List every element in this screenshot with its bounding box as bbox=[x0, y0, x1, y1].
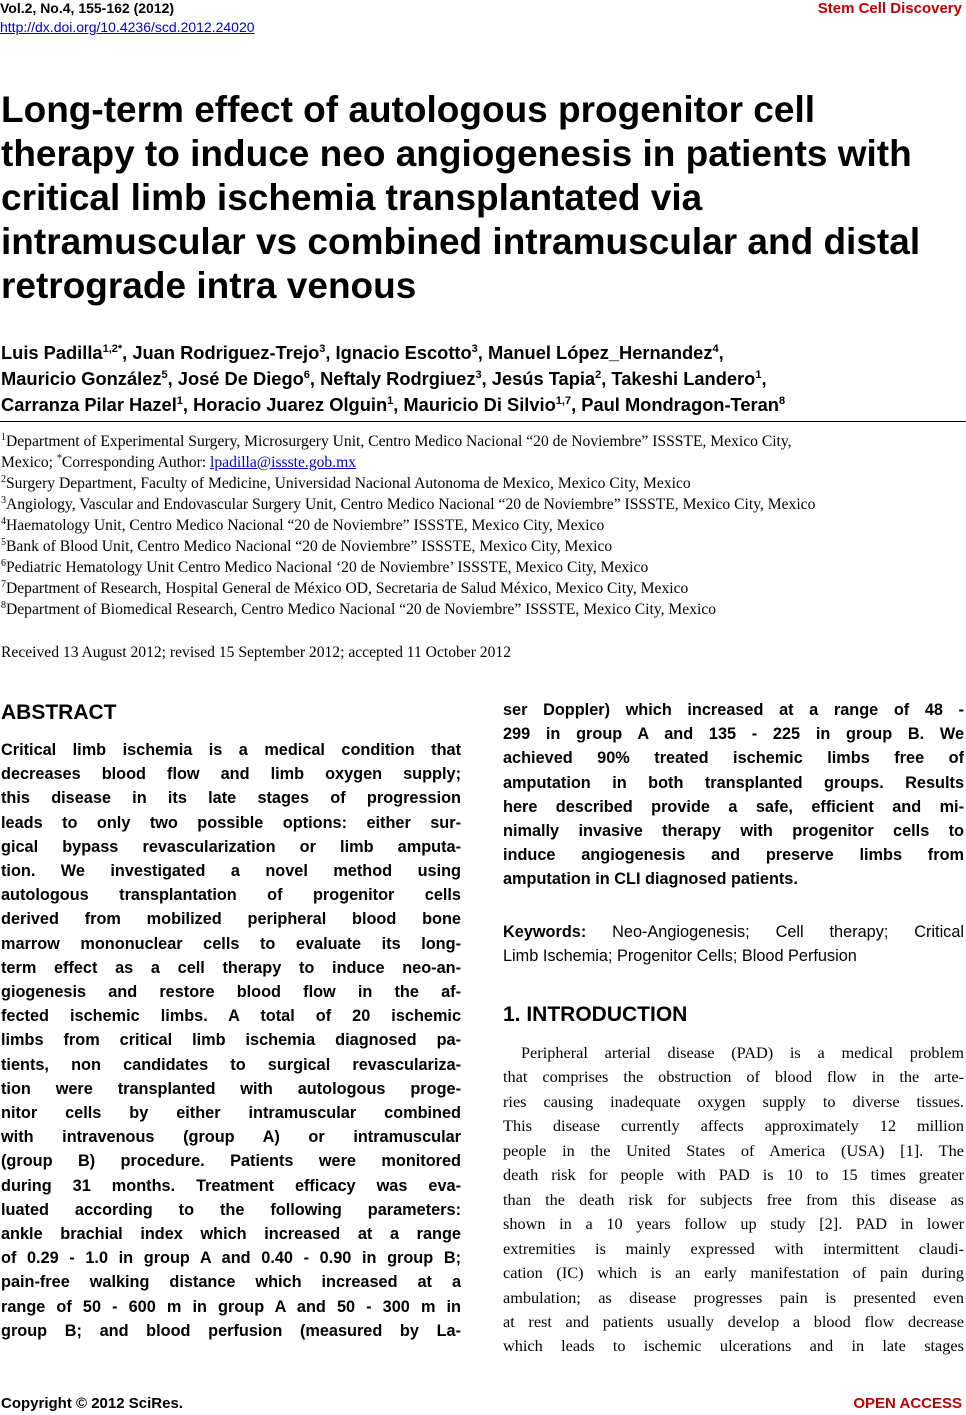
abstract-line: gical bypass revascularization or limb amputa- bbox=[1, 837, 461, 856]
author-name: Jesús Tapia bbox=[491, 368, 596, 389]
abstract-line: nimally invasive therapy with progenitor cells to bbox=[503, 822, 964, 841]
article-title bbox=[1, 88, 961, 308]
body-line: Peripheral arterial disease (PAD) is a medical problem bbox=[521, 1043, 964, 1062]
separator: , bbox=[393, 394, 404, 415]
abstract-line: term effect as a cell therapy to induce neo-an- bbox=[1, 958, 461, 977]
footer-copyright: Copyright © 2012 SciRes. bbox=[1, 1395, 183, 1412]
received-dates: Received 13 August 2012; revised 15 September 2012; accepted 11 October 2012 bbox=[1, 644, 511, 661]
separator: , bbox=[601, 368, 612, 389]
affiliation-number: 1 bbox=[1, 432, 6, 443]
abstract-line: here described provide a safe, efficient and mi- bbox=[503, 797, 964, 816]
abstract-line: tion were transplanted with autologous proge- bbox=[1, 1079, 461, 1098]
title-line: intramuscular vs combined intramuscular and distal bbox=[1, 221, 921, 262]
abstract-text-left-column bbox=[1, 738, 461, 1343]
abstract-line: this disease in its late stages of progression bbox=[1, 789, 461, 808]
abstract-line: with intravenous (group A) or intramuscular bbox=[1, 1128, 461, 1147]
separator: , bbox=[761, 368, 767, 389]
affiliation-number: 5 bbox=[1, 537, 6, 548]
body-line: ambulation; as disease progresses pain is presented even bbox=[503, 1287, 964, 1307]
author-name: Juan Rodriguez-Trejo bbox=[132, 342, 320, 363]
author-affil-mark: 6 bbox=[303, 369, 310, 381]
section-heading-introduction: 1. INTRODUCTION bbox=[503, 1003, 688, 1026]
affiliation-text: Mexico; bbox=[1, 454, 57, 471]
author-line bbox=[1, 392, 963, 418]
author-affil-mark: 5 bbox=[161, 369, 168, 381]
volume-info: Vol.2, No.4, 155-162 (2012) bbox=[0, 0, 175, 16]
author-name: Neftaly Rodrgiuez bbox=[320, 368, 476, 389]
title-line: critical limb ischemia transplantated via bbox=[1, 177, 703, 218]
affiliation-text: Haematology Unit, Centro Medico Nacional “20 de Noviembre” ISSSTE, Mexico City, Mexico bbox=[6, 517, 605, 534]
separator: , bbox=[167, 368, 178, 389]
affiliation bbox=[1, 536, 963, 557]
footer-open-access: OPEN ACCESS bbox=[853, 1395, 962, 1412]
affiliation bbox=[1, 578, 963, 599]
keywords-text: Neo-Angiogenesis; Cell therapy; Critical bbox=[586, 923, 964, 941]
affiliation bbox=[1, 494, 963, 515]
author-name: Ignacio Escotto bbox=[335, 342, 472, 363]
abstract-line: nitor cells by either intramuscular combined bbox=[1, 1104, 461, 1123]
body-line: at rest and patients usually develop a blood flow decrease bbox=[503, 1311, 964, 1331]
affiliation-text: Bank of Blood Unit, Centro Medico Nacional “20 de Noviembre” ISSSTE, Mexico City, Mexico bbox=[6, 538, 613, 555]
author-name: Luis Padilla bbox=[1, 342, 103, 363]
body-line: ries causing inadequate oxygen supply to diverse tissues. bbox=[503, 1091, 964, 1111]
author-name: Horacio Juarez Olguin bbox=[193, 394, 388, 415]
abstract-line: amputation in CLI diagnosed patients. bbox=[503, 870, 798, 889]
abstract-line: 299 in group A and 135 - 225 in group B. We bbox=[503, 725, 964, 744]
abstract-line: (group B) procedure. Patients were monitored bbox=[1, 1152, 461, 1171]
abstract-line: amputation in both transplanted groups. Results bbox=[503, 773, 964, 792]
author-affil-mark: 3 bbox=[475, 369, 482, 381]
author-name: José De Diego bbox=[177, 368, 304, 389]
separator: , bbox=[309, 368, 321, 389]
body-line: extremities is mainly expressed with intermittent claudi- bbox=[503, 1238, 964, 1258]
abstract-line: pain-free walking distance which increased at a bbox=[1, 1273, 461, 1292]
author-name: Carranza Pilar Hazel bbox=[1, 394, 177, 415]
introduction-paragraph bbox=[503, 1041, 964, 1359]
abstract-line: tients, non candidates to surgical revasculariza- bbox=[1, 1055, 461, 1074]
title-line: retrograde intra venous bbox=[1, 265, 417, 306]
abstract-heading: ABSTRACT bbox=[1, 701, 117, 724]
author-affil-mark: 3 bbox=[319, 343, 326, 355]
body-line: This disease currently affects approximately 12 million bbox=[503, 1116, 964, 1136]
separator: , bbox=[182, 394, 194, 415]
body-line: shown in a 10 years follow up study [2]. PAD in lower bbox=[503, 1214, 964, 1234]
author-line bbox=[1, 340, 963, 366]
abstract-line: of 0.29 - 1.0 in group A and 0.40 - 0.90 in group B; bbox=[1, 1249, 461, 1268]
separator: , bbox=[325, 342, 336, 363]
affiliation-text: Surgery Department, Faculty of Medicine, Universidad Nacional Autonoma de Mexico, Mexico City, Mexico bbox=[6, 475, 691, 492]
abstract-text-right-column bbox=[503, 698, 964, 892]
corresponding-email-link[interactable]: lpadilla@issste.gob.mx bbox=[210, 454, 357, 471]
abstract-line: during 31 months. Treatment efficacy was eva- bbox=[1, 1176, 461, 1195]
corresponding-mark: * bbox=[56, 453, 62, 464]
author-affil-mark: 4 bbox=[712, 343, 719, 355]
body-line: people in the United States of America (USA) [1]. The bbox=[503, 1140, 964, 1160]
keywords-label: Keywords: bbox=[503, 923, 587, 941]
abstract-line: Critical limb ischemia is a medical condition that bbox=[1, 741, 461, 759]
body-line: that comprises the obstruction of blood flow in the arte- bbox=[503, 1067, 964, 1087]
abstract-line: ser Doppler) which increased at a range of 48 - bbox=[503, 701, 964, 719]
abstract-line: fected ischemic limbs. A total of 20 ischemic bbox=[1, 1007, 461, 1026]
abstract-line: leads to only two possible options: either sur- bbox=[1, 813, 461, 832]
affiliation bbox=[1, 473, 963, 494]
body-line: which leads to ischemic ulcerations and in late stages bbox=[503, 1336, 964, 1356]
author-name: Mauricio González bbox=[1, 368, 162, 389]
abstract-line: achieved 90% treated ischemic limbs free of bbox=[503, 749, 964, 768]
affiliation bbox=[1, 557, 963, 578]
corresponding-author bbox=[1, 452, 963, 473]
title-line: therapy to induce neo angiogenesis in patients with bbox=[1, 133, 912, 174]
author-name: Paul Mondragon-Teran bbox=[581, 394, 779, 415]
affiliation-text: Department of Research, Hospital General de México OD, Secretaria de Salud México, Mexico City, Mexico bbox=[6, 580, 689, 597]
affiliation-number: 7 bbox=[1, 579, 6, 590]
title-line: Long-term effect of autologous progenitor cell bbox=[1, 89, 815, 130]
author-name: Mauricio Di Silvio bbox=[403, 394, 556, 415]
journal-name: Stem Cell Discovery bbox=[817, 0, 962, 17]
author-list bbox=[1, 340, 963, 418]
author-affil-mark: 3 bbox=[471, 343, 478, 355]
affiliation-text: Angiology, Vascular and Endovascular Surgery Unit, Centro Medico Nacional “20 de Noviembre” ISSSTE, Mexico City, Mexico bbox=[6, 496, 816, 513]
abstract-line: ankle brachial index which increased at a range bbox=[1, 1225, 461, 1244]
affiliation-text: Department of Biomedical Research, Centro Medico Nacional “20 de Noviembre” ISSSTE, Mexico City, Mexico bbox=[6, 601, 717, 618]
author-name: Takeshi Landero bbox=[611, 368, 756, 389]
affiliation bbox=[1, 431, 963, 452]
body-line: death risk for people with PAD is 10 to 15 times greater bbox=[503, 1165, 964, 1185]
separator: , bbox=[571, 394, 582, 415]
abstract-line: autologous transplantation of progenitor cells bbox=[1, 886, 461, 905]
abstract-line: range of 50 - 600 m in group A and 50 - 300 m in bbox=[1, 1297, 461, 1316]
author-name: Manuel López_Hernandez bbox=[487, 342, 713, 363]
affiliation-text: Department of Experimental Surgery, Microsurgery Unit, Centro Medico Nacional “20 de Noviembre” ISSSTE, Mexico City, bbox=[6, 433, 792, 450]
keywords-line bbox=[503, 920, 964, 944]
keywords bbox=[503, 920, 964, 968]
separator: , bbox=[718, 342, 724, 363]
abstract-line: marrow mononuclear cells to evaluate its long- bbox=[1, 934, 461, 953]
abstract-line: giogenesis and restore blood flow in the af- bbox=[1, 983, 461, 1002]
doi-link[interactable]: http://dx.doi.org/10.4236/scd.2012.24020 bbox=[0, 19, 255, 35]
body-line: cation (IC) which is an early manifestation of pain during bbox=[503, 1263, 964, 1283]
affiliation-number: 8 bbox=[1, 600, 6, 611]
author-line bbox=[1, 366, 963, 392]
affiliation-number: 2 bbox=[1, 474, 6, 485]
body-line: than the death risk for subjects free from this disease as bbox=[503, 1189, 964, 1209]
abstract-line: induce angiogenesis and preserve limbs from bbox=[503, 846, 964, 865]
author-affil-mark: 1,2* bbox=[102, 343, 123, 355]
abstract-line: derived from mobilized peripheral blood bone bbox=[1, 910, 461, 929]
affiliation-list bbox=[1, 431, 963, 620]
author-affil-mark: 1 bbox=[176, 395, 183, 407]
separator: , bbox=[477, 342, 488, 363]
affiliation bbox=[1, 599, 963, 620]
separator: , bbox=[481, 368, 492, 389]
separator: , bbox=[122, 342, 133, 363]
keywords-line: Limb Ischemia; Progenitor Cells; Blood Perfusion bbox=[503, 947, 857, 966]
abstract-line: limbs from critical limb ischemia diagnosed pa- bbox=[1, 1031, 461, 1050]
affiliation-number: 3 bbox=[1, 495, 6, 506]
abstract-line: tion. We investigated a novel method using bbox=[1, 862, 461, 881]
divider-rule bbox=[0, 421, 966, 422]
affiliation bbox=[1, 515, 963, 536]
author-affil-mark: 2 bbox=[595, 369, 602, 381]
corresponding-label: Corresponding Author: bbox=[61, 454, 211, 471]
author-affil-mark: 1 bbox=[755, 369, 762, 381]
affiliation-number: 6 bbox=[1, 558, 6, 569]
abstract-line: luated according to the following parameters: bbox=[1, 1200, 461, 1219]
abstract-line: group B; and blood perfusion (measured by La- bbox=[1, 1321, 461, 1340]
affiliation-number: 4 bbox=[1, 516, 6, 527]
author-affil-mark: 1 bbox=[387, 395, 394, 407]
author-affil-mark: 8 bbox=[778, 395, 786, 407]
abstract-line: decreases blood flow and limb oxygen supply; bbox=[1, 765, 461, 784]
affiliation-text: Pediatric Hematology Unit Centro Medico Nacional ‘20 de Noviembre’ ISSSTE, Mexico City, Mexico bbox=[6, 559, 649, 576]
author-affil-mark: 1,7 bbox=[555, 395, 572, 407]
